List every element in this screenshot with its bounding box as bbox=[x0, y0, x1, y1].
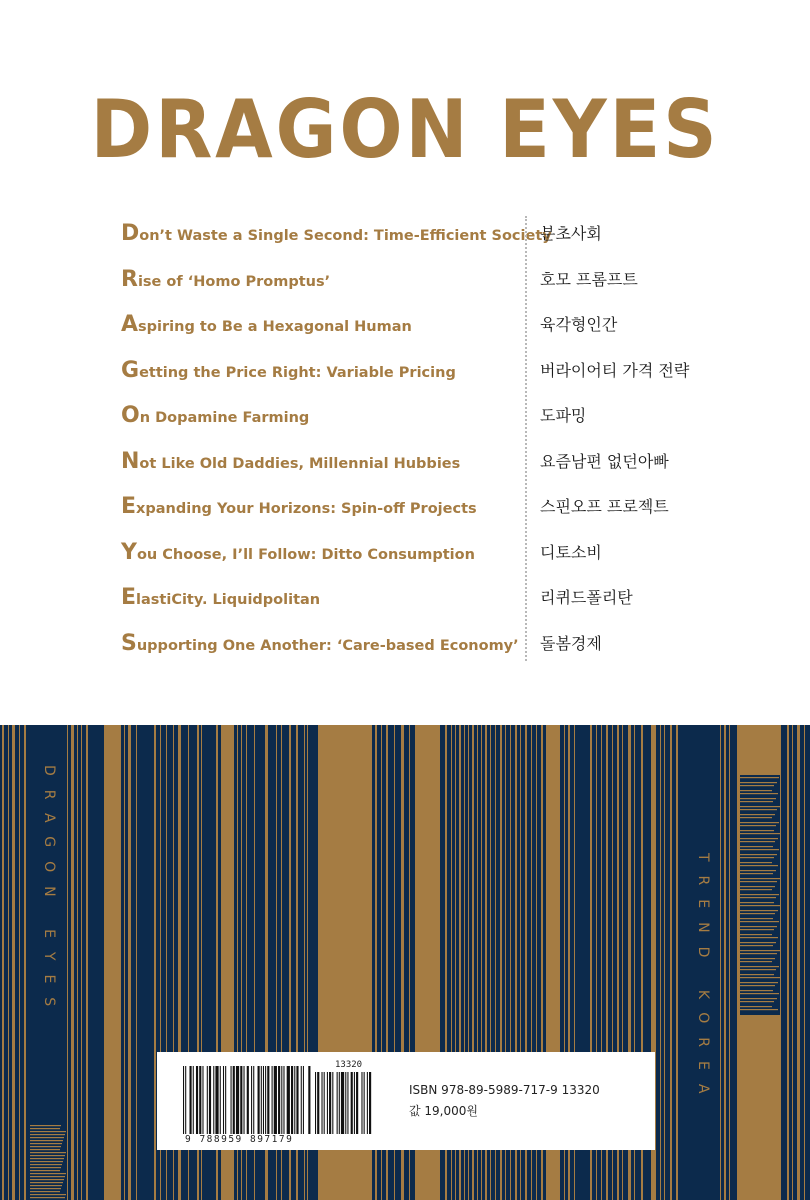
keyword-initial: G bbox=[121, 357, 140, 383]
keyword-korean: 요즘남편 없던아빠 bbox=[540, 451, 669, 471]
keyword-english-text: lastiCity. Liquidpolitan bbox=[136, 592, 321, 608]
keyword-row bbox=[0, 492, 810, 522]
keyword-english bbox=[121, 447, 460, 479]
keyword-english-text: ise of ‘Homo Promptus’ bbox=[137, 273, 331, 290]
keyword-initial: Y bbox=[121, 539, 137, 565]
keyword-initial: O bbox=[121, 403, 140, 428]
keyword-korean: 버라이어티 가격 전략 bbox=[540, 360, 690, 380]
keyword-row bbox=[0, 401, 810, 431]
keyword-korean: 돌봄경제 bbox=[540, 633, 602, 653]
keyword-english bbox=[121, 219, 552, 251]
isbn-barcode-image bbox=[183, 1066, 311, 1134]
keyword-english bbox=[121, 583, 320, 615]
keyword-korean: 리퀴드폴리탄 bbox=[540, 588, 633, 607]
barcode-label bbox=[157, 1052, 655, 1150]
spine-left-text: DRAGON EYES bbox=[41, 765, 57, 1021]
keyword-english-text: upporting One Another: ‘Care-based Economy’ bbox=[136, 637, 519, 654]
keyword-english-text: xpanding Your Horizons: Spin-off Projects bbox=[136, 501, 477, 517]
dotted-divider bbox=[525, 216, 527, 661]
keyword-english bbox=[121, 310, 412, 342]
keyword-initial: E bbox=[121, 585, 137, 610]
barcode-digits: 9 788959 897179 bbox=[185, 1134, 294, 1145]
keyword-row bbox=[0, 629, 810, 659]
keyword-row bbox=[0, 219, 810, 249]
keyword-english-text: n Dopamine Farming bbox=[139, 410, 310, 426]
keyword-initial: S bbox=[121, 630, 137, 656]
keyword-english-text: etting the Price Right: Variable Pricing bbox=[139, 364, 456, 381]
addon-number: 13320 bbox=[335, 1060, 363, 1070]
price-text: 값 19,000원 bbox=[409, 1104, 478, 1118]
addon-barcode-image bbox=[315, 1072, 375, 1134]
keyword-row bbox=[0, 447, 810, 477]
keyword-english bbox=[121, 265, 330, 297]
keyword-initial: E bbox=[121, 494, 137, 519]
keyword-korean: 육각형인간 bbox=[540, 315, 618, 334]
keyword-row bbox=[0, 583, 810, 613]
keyword-row bbox=[0, 265, 810, 295]
keyword-initial: A bbox=[121, 312, 139, 337]
keyword-row bbox=[0, 356, 810, 386]
keyword-korean: 디토소비 bbox=[540, 542, 602, 562]
keyword-initial: R bbox=[121, 266, 138, 292]
keyword-english bbox=[121, 492, 477, 524]
keyword-initial: D bbox=[121, 221, 140, 246]
keyword-english-text: ot Like Old Daddies, Millennial Hubbies bbox=[139, 455, 461, 472]
book-title: DRAGON EYES bbox=[90, 83, 720, 176]
keyword-english bbox=[121, 538, 475, 570]
keyword-korean: 스핀오프 프로젝트 bbox=[540, 497, 669, 516]
keyword-english bbox=[121, 401, 309, 433]
isbn-text: ISBN 978-89-5989-717-9 13320 bbox=[409, 1083, 600, 1097]
keyword-english bbox=[121, 356, 456, 388]
bottom-barcode-section bbox=[0, 725, 810, 1200]
keyword-korean: 호모 프롬프트 bbox=[540, 269, 638, 289]
keyword-korean: 분초사회 bbox=[540, 224, 602, 243]
keyword-row bbox=[0, 310, 810, 340]
keyword-english bbox=[121, 629, 519, 661]
keyword-english-text: on’t Waste a Single Second: Time-Efficient Society bbox=[139, 228, 552, 244]
keyword-korean: 도파밍 bbox=[540, 406, 587, 425]
spine-right-text: TREND KOREA bbox=[695, 853, 711, 1108]
keyword-english-text: ou Choose, I’ll Follow: Ditto Consumption bbox=[136, 546, 475, 563]
keyword-english-text: spiring to Be a Hexagonal Human bbox=[138, 319, 412, 335]
keyword-initial: N bbox=[121, 448, 140, 474]
keyword-row bbox=[0, 538, 810, 568]
